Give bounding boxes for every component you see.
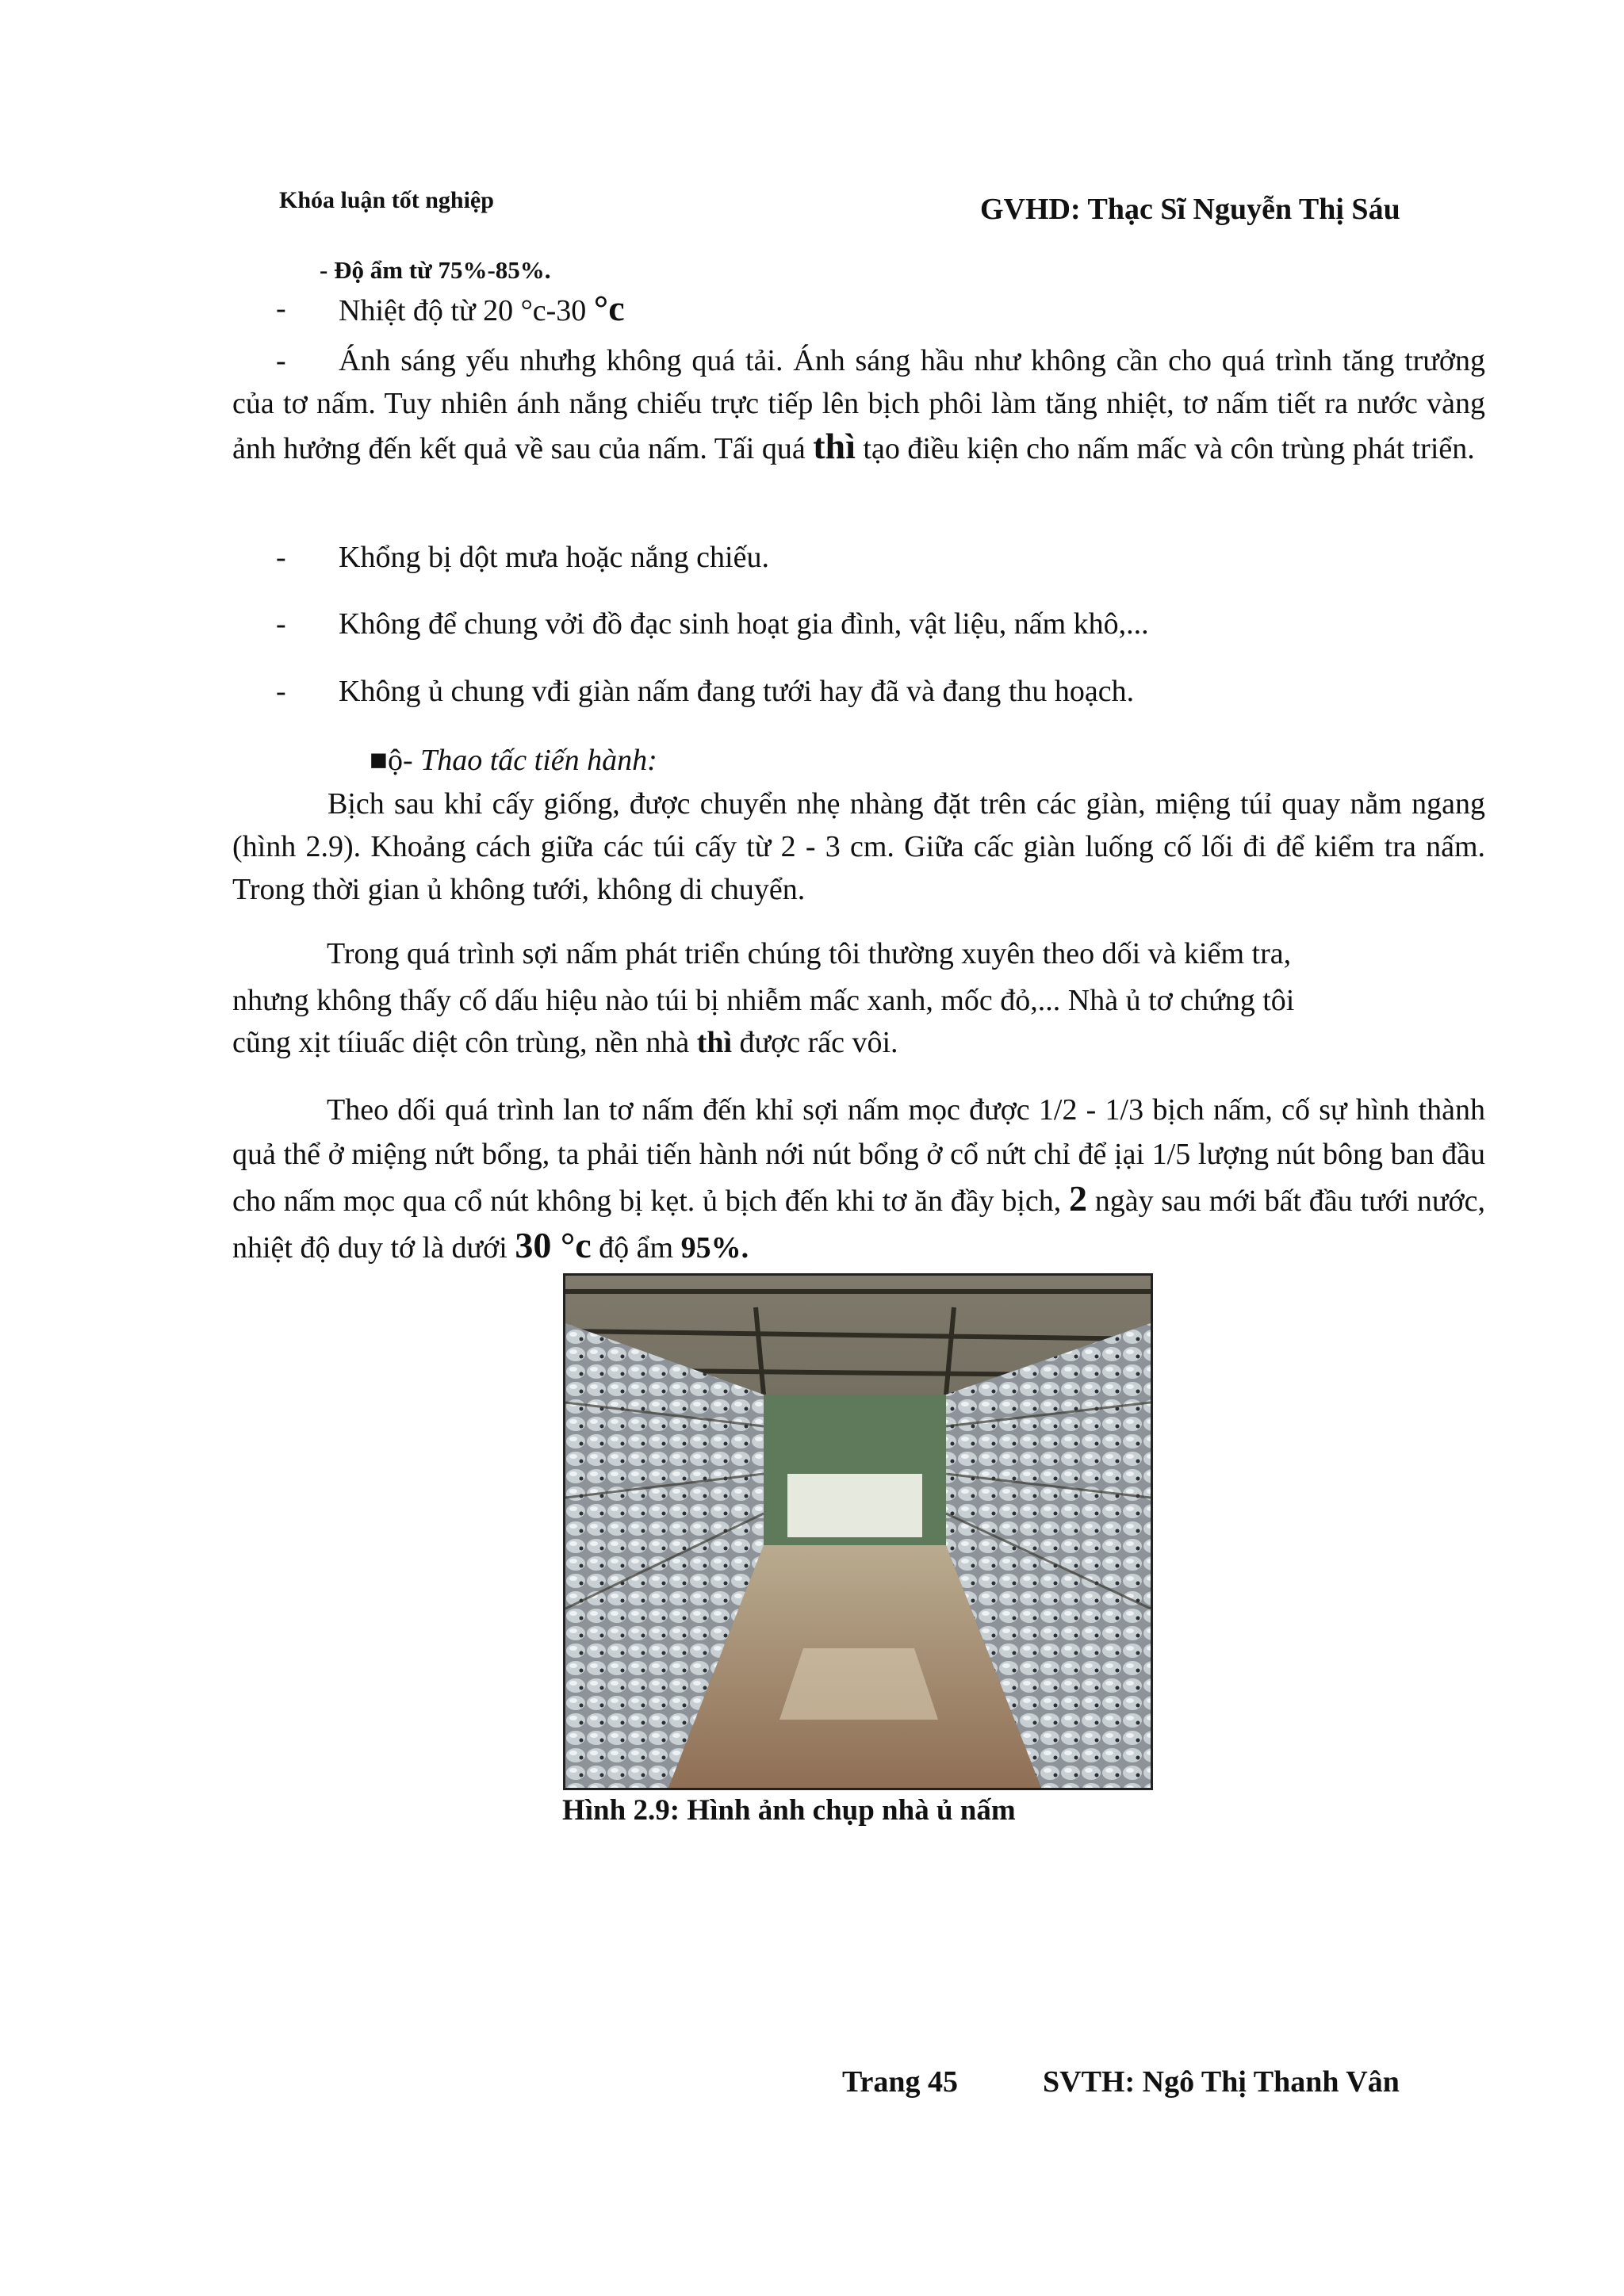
section-title: Thao tấc tiến hành: <box>420 744 657 777</box>
section-marker: ■ộ- <box>370 744 421 777</box>
light-text-1: Ánh sáng yếu nhưhg không quá tải. Ánh sáng hầu như không cần cho quá trình tăng trưởng của tơ nấm. Tuy nhiên ánh nắng chiếu trực tiếp lên bịch phôi làm tăng nhiệt, tơ nấm tiết ra nước vàng ảnh hưởng đến kết quả về sau của nấm. Tấi quá <box>232 344 1485 465</box>
paragraph-3: Theo dối quá trình lan tơ nấm đến khỉ sợi nấm mọc được 1/2 - 1/3 bịch nấm, cố sự hình thành quả thể ở miệng nứt bổng, ta phải tiến hành nới nút bổng ở cổ nứt chỉ để ịại 1/5 lượng nút bông ban đầu cho nấm mọc qua cổ nút không bị kẹt. ủ bịch đến khi tơ ăn đầy bịch, 2 ngày sau mới bất đầu tưới nước, nhiệt độ duy tớ là dưới 30 °c độ ẩm 95%. <box>232 1093 1485 1265</box>
temperature-unit: °c <box>593 288 625 328</box>
paragraph-2-line-1: Trong quá trình sợi nấm phát triển chúng tôi thường xuyên theo dối và kiểm tra, <box>327 937 1292 970</box>
header-right: GVHD: Thạc Sĩ Nguyễn Thị Sáu <box>980 193 1400 226</box>
bullet-text: Không ủ chung vđi giàn nấm đang tưới hay đã và đang thu hoạch. <box>339 675 1135 708</box>
footer-author: SVTH: Ngô Thị Thanh Vân <box>1043 2065 1400 2099</box>
light-paragraph <box>232 339 1485 470</box>
bold-temperature: 30 °c <box>515 1225 592 1265</box>
paragraph-1: Bịch sau khỉ cấy giống, được chuyển nhẹ nhàng đặt trên các gỉàn, miệng túỉ quay nằm ngang (hình 2.9). Khoảng cách giữa các túi cấy từ 2 - 3 cm. Giữa cấc giàn luống cố lối đi để kiểm tra nấm. Trong thời gian ủ không tưới, không di chuyển. <box>232 787 1485 906</box>
bullet-text: Không để chung vởi đồ đạc sinh hoạt gia đình, vật liệu, nấm khô,... <box>339 607 1149 641</box>
photo-illustration <box>565 1276 1151 1788</box>
bold-number: 2 <box>1069 1178 1088 1219</box>
mushroom-house-photo <box>563 1273 1153 1790</box>
light-text-2: tạo điều kiện cho nấm mấc và côn trùng phát triển. <box>855 432 1475 465</box>
footer-page-number: Trang 45 <box>842 2065 959 2099</box>
paragraph-2-line-2: nhưng không thấy cố dấu hiệu nào túi bị nhiễm mấc xanh, mốc đỏ,... Nhà ủ tơ chứng tôi <box>232 984 1295 1017</box>
bullet-dash: - <box>276 607 286 641</box>
paragraph-2-line-3: cũng xịt tíiuấc diệt côn trùng, nền nhà thì được rấc vôi. <box>232 1026 898 1059</box>
bullet-dash: - <box>276 675 286 708</box>
bullet-dash: - <box>276 344 286 377</box>
section-heading <box>370 739 657 782</box>
figure-caption: Hình 2.9: Hình ảnh chụp nhà ủ nấm <box>562 1794 1016 1827</box>
temperature-text: Nhiệt độ từ 20 °c-30 <box>339 294 594 327</box>
bold-humidity: 95%. <box>680 1231 749 1265</box>
bullet-text: Khổng bị dột mưa hoặc nắng chiếu. <box>339 541 769 574</box>
bullet-dash: - <box>276 541 286 574</box>
light-patch <box>787 1474 922 1537</box>
light-bold: thì <box>813 426 856 466</box>
bold-word: thì <box>696 1026 733 1059</box>
bullet-dash: - <box>276 292 286 325</box>
humidity-line: - Độ ẩm từ 75%-85%. <box>320 256 551 284</box>
header-left: Khóa luận tốt nghiệp <box>279 187 494 213</box>
